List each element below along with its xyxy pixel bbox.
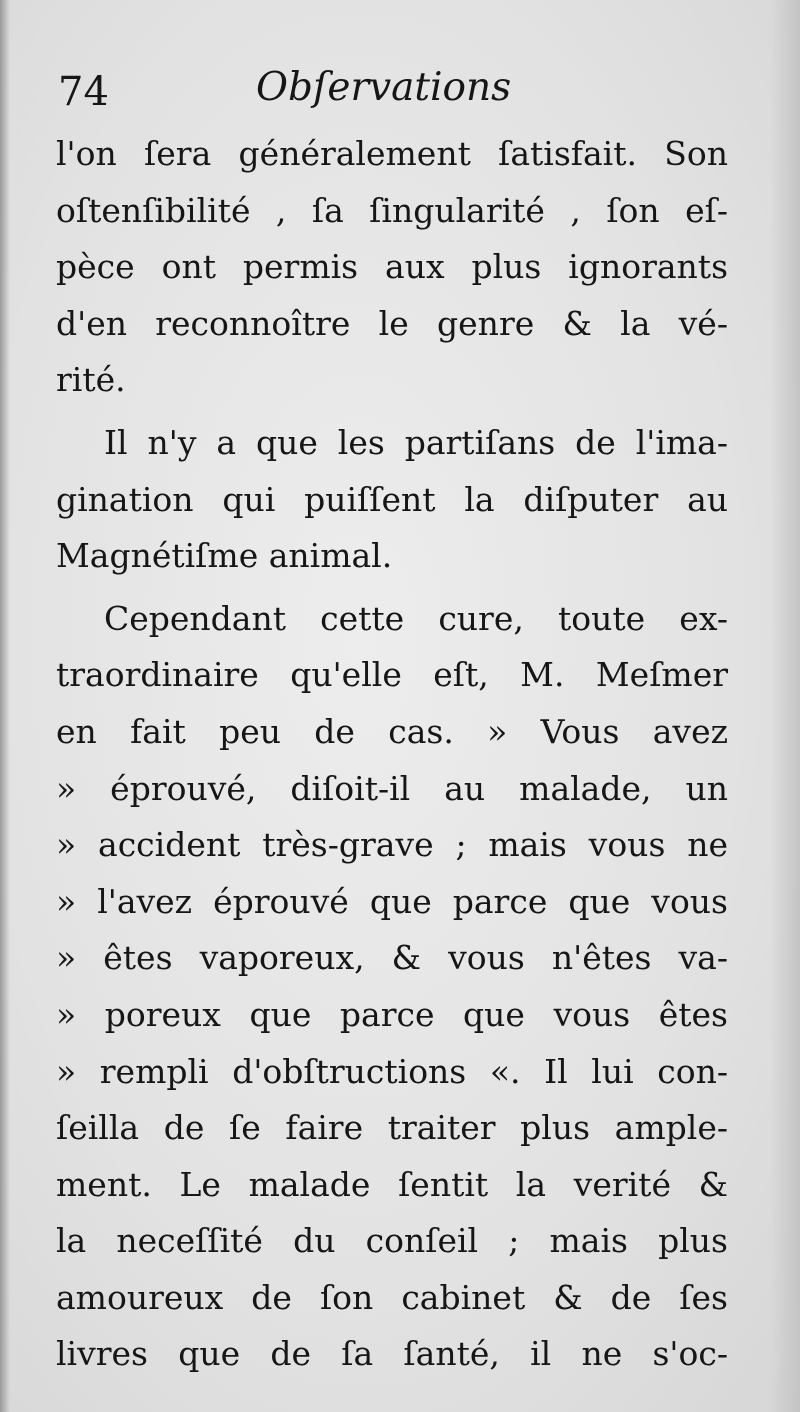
- text-line: oſtenſibilité , ſa ſingularité , ſon eſ-: [56, 190, 728, 230]
- text-line: d'en reconnoître le genre & la vé-: [56, 303, 728, 343]
- text-line: amoureux de ſon cabinet & de ſes: [56, 1277, 728, 1317]
- text-line: » êtes vaporeux, & vous n'êtes va-: [56, 938, 728, 978]
- page-edge-shadow: [770, 0, 800, 1412]
- text-line: Il n'y a que les partiſans de l'ima-: [104, 422, 728, 462]
- text-line: » l'avez éprouvé que parce que vous: [56, 881, 728, 921]
- paragraph-3: [56, 591, 728, 1383]
- text-line: la neceſſité du conſeil ; mais plus: [56, 1221, 728, 1261]
- body-text: [56, 126, 728, 1383]
- text-line: pèce ont permis aux plus ignorants: [56, 247, 728, 287]
- text-line: » éprouvé, diſoit-il au malade, un: [56, 768, 728, 808]
- text-line: Magnétiſme animal.: [56, 536, 393, 576]
- page-number: 74: [58, 69, 109, 115]
- text-line: Cependant cette cure, toute ex-: [104, 598, 728, 638]
- text-line: ment. Le malade ſentit la verité &: [56, 1164, 728, 1204]
- text-line: ſeilla de ſe faire traiter plus ample-: [56, 1108, 728, 1148]
- page-gutter-shadow: [0, 0, 10, 1412]
- running-head: Obſervations: [256, 65, 512, 110]
- text-line: livres que de ſa ſanté, il ne s'oc-: [56, 1334, 728, 1374]
- page-header: [58, 62, 738, 122]
- text-line: rité.: [56, 360, 126, 400]
- text-line: » poreux que parce que vous êtes: [56, 994, 728, 1034]
- text-line: en fait peu de cas. » Vous avez: [56, 711, 728, 751]
- text-line: l'on ſera généralement ſatisfait. Son: [56, 134, 728, 173]
- text-line: traordinaire qu'elle eſt, M. Meſmer: [56, 655, 728, 695]
- text-line: » rempli d'obſtructions «. Il lui con-: [56, 1051, 728, 1091]
- text-line: » accident très-grave ; mais vous ne: [56, 825, 728, 865]
- paragraph-2: [56, 415, 728, 585]
- text-line: gination qui puiſſent la diſputer au: [56, 479, 728, 519]
- paragraph-1: [56, 126, 728, 409]
